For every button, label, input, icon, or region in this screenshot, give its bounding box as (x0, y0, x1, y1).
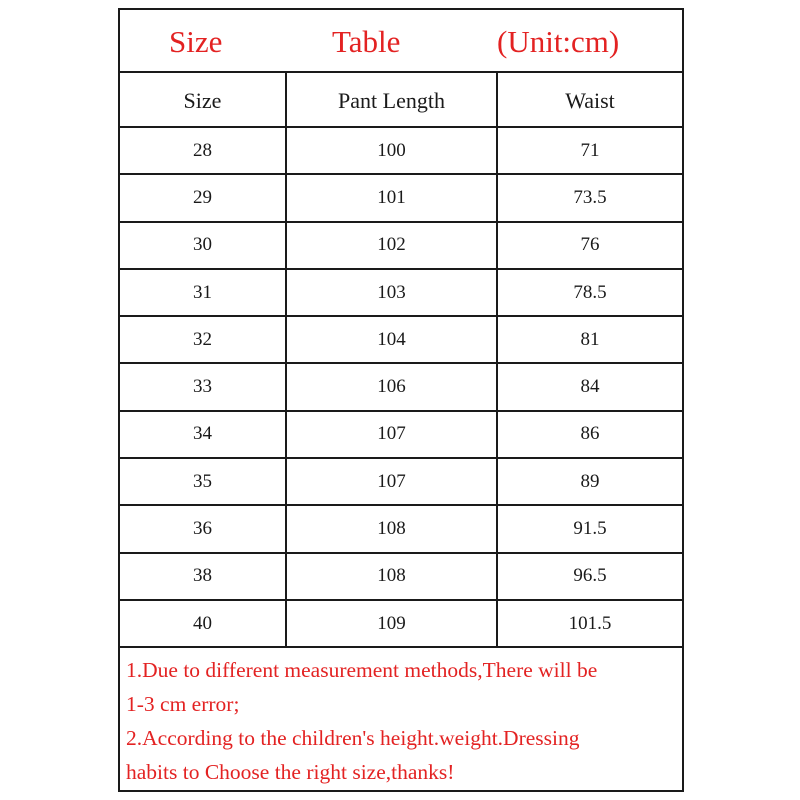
size-chart (118, 8, 684, 792)
table-row (120, 222, 682, 269)
size-cell: 28 (120, 127, 286, 174)
pant-length-cell: 109 (286, 600, 497, 647)
size-cell: 40 (120, 600, 286, 647)
size-cell: 36 (120, 505, 286, 552)
size-cell: 34 (120, 411, 286, 458)
table-row (120, 127, 682, 174)
column-header-waist: Waist (497, 73, 682, 127)
pant-length-cell: 107 (286, 411, 497, 458)
header-row (120, 73, 682, 127)
size-cell: 30 (120, 222, 286, 269)
note-line: 1.Due to different measurement methods,There will be (126, 658, 598, 682)
title-row (120, 10, 682, 73)
table-row (120, 553, 682, 600)
waist-cell: 78.5 (497, 269, 682, 316)
title-unit-label: (Unit:cm) (497, 24, 620, 59)
table-row (120, 411, 682, 458)
table-row (120, 458, 682, 505)
size-cell: 31 (120, 269, 286, 316)
table-row (120, 269, 682, 316)
note-line: habits to Choose the right size,thanks! (126, 760, 455, 784)
waist-cell: 76 (497, 222, 682, 269)
waist-cell: 96.5 (497, 553, 682, 600)
pant-length-cell: 104 (286, 316, 497, 363)
table-row (120, 505, 682, 552)
note-line: 1-3 cm error; (126, 692, 240, 716)
waist-cell: 84 (497, 363, 682, 410)
waist-cell: 81 (497, 316, 682, 363)
title-table-word: Table (332, 24, 401, 59)
waist-cell: 71 (497, 127, 682, 174)
waist-cell: 73.5 (497, 174, 682, 221)
table-row (120, 600, 682, 647)
table-row (120, 363, 682, 410)
pant-length-cell: 102 (286, 222, 497, 269)
pant-length-cell: 101 (286, 174, 497, 221)
size-cell: 32 (120, 316, 286, 363)
size-table (120, 73, 682, 648)
table-row (120, 316, 682, 363)
pant-length-cell: 106 (286, 363, 497, 410)
size-cell: 35 (120, 458, 286, 505)
pant-length-cell: 108 (286, 505, 497, 552)
waist-cell: 86 (497, 411, 682, 458)
note-line: 2.According to the children's height.weight.Dressing (126, 726, 580, 750)
table-row (120, 174, 682, 221)
size-cell: 29 (120, 174, 286, 221)
pant-length-cell: 103 (286, 269, 497, 316)
size-cell: 33 (120, 363, 286, 410)
column-header-size: Size (120, 73, 286, 127)
waist-cell: 101.5 (497, 600, 682, 647)
notes-section (126, 653, 678, 789)
column-header-pant-length: Pant Length (286, 73, 497, 127)
pant-length-cell: 100 (286, 127, 497, 174)
pant-length-cell: 107 (286, 458, 497, 505)
title-size-word: Size (169, 24, 223, 59)
size-cell: 38 (120, 553, 286, 600)
waist-cell: 89 (497, 458, 682, 505)
waist-cell: 91.5 (497, 505, 682, 552)
pant-length-cell: 108 (286, 553, 497, 600)
